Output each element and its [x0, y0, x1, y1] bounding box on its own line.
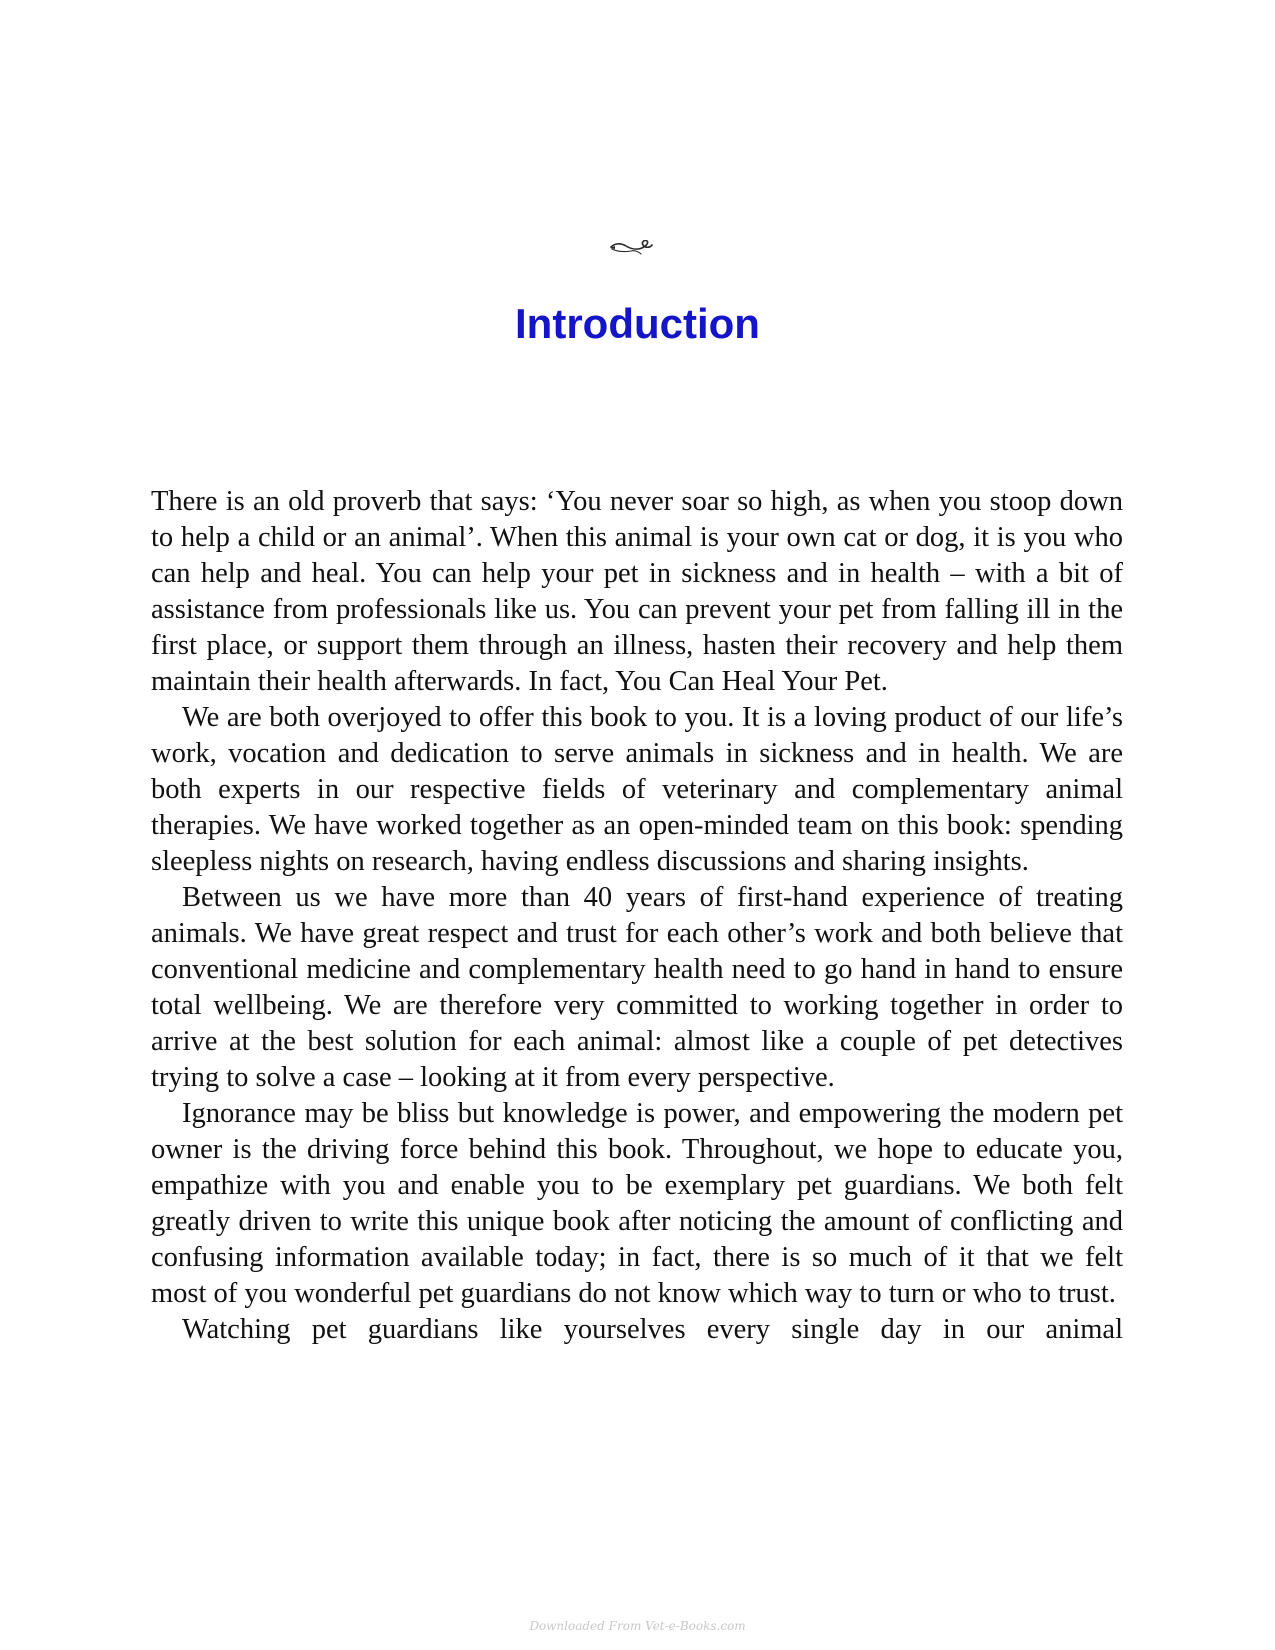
body-text — [151, 484, 1123, 1348]
paragraph: Ignorance may be bliss but knowledge is power, and empowering the modern pet owner is the driving force behind this book. Throughout, we hope to educate you, empathize with you and enable you to be exemplary pet guardians. We both felt greatly driven to write this unique book after noticing the amount of conflicting and confusing information available today; in fact, there is so much of it that we felt most of you wonderful pet guardians do not know which way to turn or who to trust. — [151, 1098, 1123, 1309]
paragraph: We are both overjoyed to offer this book to you. It is a loving product of our life’s work, vocation and dedication to serve animals in sickness and in health. We are both experts in our respective fields of veterinary and complementary animal therapies. We have worked together as an open-minded team on this book: spending sleepless nights on research, having endless discussions and sharing insights. — [151, 702, 1123, 877]
paragraph: Between us we have more than 40 years of first-hand experience of treating animals. We have great respect and trust for each other’s work and both believe that conventional medicine and complementary health need to go hand in hand to ensure total wellbeing. We are therefore very committed to working together in order to arrive at the best solution for each animal: almost like a couple of pet detectives trying to solve a case – looking at it from every perspective. — [151, 882, 1123, 1093]
page-title: Introduction — [515, 300, 760, 347]
swash-ornament-icon — [609, 240, 653, 256]
footer-watermark: Downloaded From Vet-e-Books.com — [529, 1619, 746, 1633]
paragraph: There is an old proverb that says: ‘You never soar so high, as when you stoop down to help a child or an animal’. When this animal is your own cat or dog, it is you who can help and heal. You can help your pet in sickness and in health – with a bit of assistance from professionals like us. You can prevent your pet from falling ill in the first place, or support them through an illness, hasten their recovery and help them maintain their health afterwards. In fact, You Can Heal Your Pet. — [151, 486, 1123, 697]
paragraph: Watching pet guardians like yourselves every single day in our animal — [182, 1314, 1123, 1345]
